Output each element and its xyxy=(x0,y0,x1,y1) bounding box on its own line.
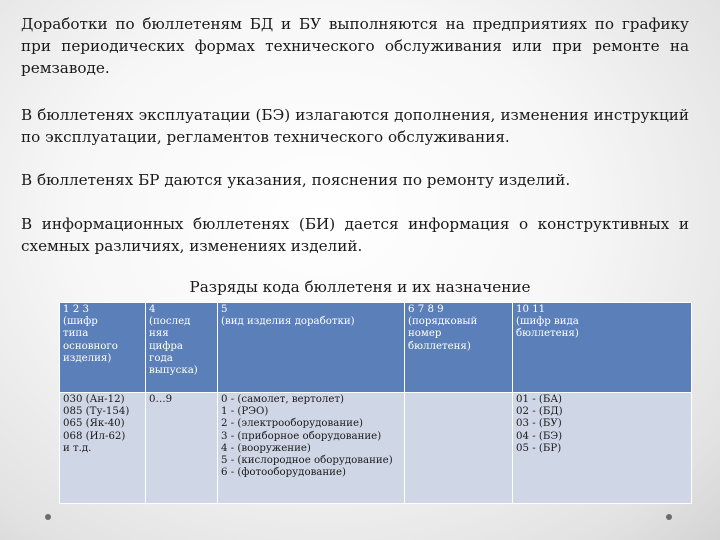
decorative-dot-left xyxy=(45,514,51,520)
header-cell-digits-10-11: 10 11 (шифр вида бюллетеня) xyxy=(513,303,692,393)
cell-sequence-number xyxy=(405,393,513,504)
paragraph-revisions-bd-bu: Доработки по бюллетеням БД и БУ выполняются на предприятиях по графику при периодических формах технического обслуживания или при ремонте на ремзаводе. xyxy=(21,15,689,77)
decorative-dot-right xyxy=(666,514,672,520)
cell-aircraft-type-codes: 030 (Ан-12) 085 (Ту-154) 065 (Як-40) 068 (Ил-62) и т.д. xyxy=(60,393,146,504)
table-title: Разряды кода бюллетеня и их назначение xyxy=(189,278,531,296)
table-row xyxy=(60,393,692,504)
cell-bulletin-kind-codes: 01 - (БА) 02 - (БД) 03 - (БУ) 04 - (БЭ) 05 - (БР) xyxy=(513,393,692,504)
cell-product-kind-codes: 0 - (самолет, вертолет) 1 - (РЭО) 2 - (электрооборудование) 3 - (приборное оборудование) 4 - (вооружение) 5 - (кислородное оборудование) 6 - (фотооборудование) xyxy=(218,393,405,504)
paragraph-operation-bulletins: В бюллетенях эксплуатации (БЭ) излагаются дополнения, изменения инструкций по эксплуатации, регламентов технического обслуживания. xyxy=(21,106,689,146)
bulletin-code-table xyxy=(59,302,692,504)
header-cell-digits-1-3: 1 2 3 (шифр типа основного изделия) xyxy=(60,303,146,393)
cell-year-digit: 0…9 xyxy=(146,393,218,504)
table-header-row xyxy=(60,303,692,393)
header-cell-digits-6-9: 6 7 8 9 (порядковый номер бюллетеня) xyxy=(405,303,513,393)
header-cell-digit-4: 4 (послед няя цифра года выпуска) xyxy=(146,303,218,393)
header-cell-digit-5: 5 (вид изделия доработки) xyxy=(218,303,405,393)
paragraph-repair-bulletins: В бюллетенях БР даются указания, пояснения по ремонту изделий. xyxy=(21,171,571,189)
paragraph-information-bulletins: В информационных бюллетенях (БИ) дается информация о конструктивных и схемных различиях, изменениях изделий. xyxy=(21,215,689,255)
